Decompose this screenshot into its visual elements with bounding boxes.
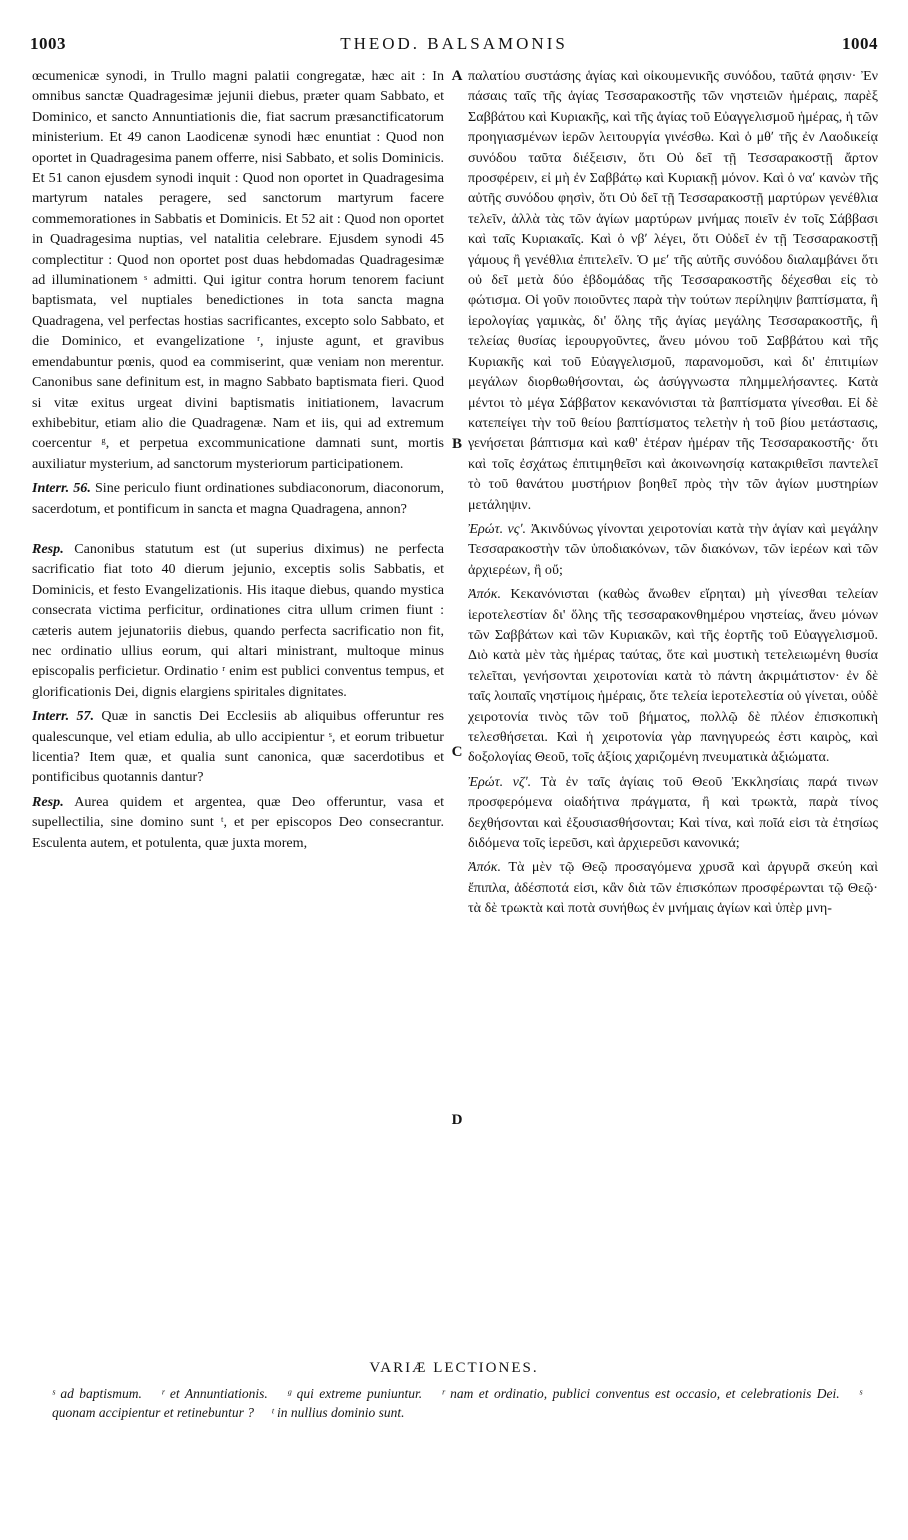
greek-answer-57-text: Τὰ μὲν τῷ Θεῷ προσαγόμενα χρυσᾶ καὶ ἀργυρᾶ σκεύη καὶ ἔπιπλα, ἀδέσποτά εἰσι, κἂν διὰ τῶν ἐπισκόπων προσφέρωνται τῷ Θεῷ· τὰ δὲ τρωκτὰ καὶ ποτὰ συνήθως ἐν μνήμαις ἁγίων καὶ ὑπὲρ μνη- bbox=[468, 859, 878, 917]
variant-note: ʳ nam et ordinatio, publici conventus est occasio, et celebrationis Dei. bbox=[441, 1386, 840, 1401]
latin-answer-57 bbox=[32, 792, 444, 853]
variae-lectiones-title: VARIÆ LECTIONES. bbox=[369, 1360, 539, 1376]
latin-answer-57-text: Aurea quidem et argentea, quæ Deo offeruntur, vasa et supellectilia, sine domino sunt ᵗ, et per episcopos Deo consecrantur. Esculenta autem, et potulenta, quæ juxta morem, bbox=[32, 793, 444, 851]
margin-marker-c: C bbox=[451, 744, 463, 760]
greek-question-57-text: Τὰ ἐν ταῖς ἁγίαις τοῦ Θεοῦ Ἐκκλησίαις παρά τινων προσφερόμενα οἱαδήτινα πράγματα, ἢ καὶ τρωκτὰ, παρὰ τίνος δεχθήσονται καὶ ἐξουσιασθήσονται; Καὶ τίνα, καὶ ποῖά εἰσι τὰ ἐτησίως διδόμενα τοῖς ἱερεῦσι, καὶ ἀρχιερεῦσι κανονικά; bbox=[468, 773, 878, 852]
page-number-left: 1003 bbox=[30, 34, 66, 53]
latin-question-57-label: Interr. 57. bbox=[32, 708, 95, 725]
greek-question-56-label: Ἐρώτ. νςʹ. bbox=[468, 520, 527, 537]
running-title: THEOD. BALSAMONIS bbox=[340, 34, 568, 53]
greek-question-56 bbox=[468, 519, 878, 580]
latin-question-56-text: Sine periculo fiunt ordinationes subdiaconorum, diaconorum, sacerdotum, et pontificum in sancta et magna Quadragena, annon? bbox=[32, 480, 444, 517]
latin-column bbox=[32, 66, 444, 1356]
page-number-right: 1004 bbox=[842, 34, 878, 53]
variant-note: ᵍ qui extreme puniuntur. bbox=[287, 1386, 423, 1401]
margin-marker-d: D bbox=[451, 1112, 463, 1128]
variant-note: ᵗ in nullius dominio sunt. bbox=[271, 1405, 405, 1420]
greek-answer-56-label: Ἀπόκ. bbox=[468, 586, 502, 603]
latin-paragraph-intro: œcumenicæ synodi, in Trullo magni palatii congregatæ, hæc ait : In omnibus sanctæ Quadragesimæ jejunii diebus, præter quam Sabbato, et Dominico, et sancto Annuntiationis die, fiat sacrum præsanctificatorum ministerium. Et 49 canon Laodicenæ synodi hæc enuntiat : Quod non oportet in Quadragesima panem offerre, nisi Sabbato, et solis Dominicis. Et 51 canon ejusdem synodi inquit : Quod non oportet in Quadragesima martyrum natales peragere, sed sanctorum martyrum facere commemorationes in Sabbatis et Dominicis. Et 52 ait : Quod non oportet in Quadragesima nuptias, vel natalitia celebrare. Ejusdem synodi 45 complectitur : Quod non oportet post duas hebdomadas Quadragesimæ ad illuminationem ˢ admitti. Qui igitur contra horum tenorem faciunt baptismata, vel nuptiales benedictiones in tota sancta magna Quadragena, vel perfectas hostias sacrificantes, excepto solo Sabbato, et die Dominico, et evangelizatione ʳ, injuste agunt, et gravibus emendabuntur pœnis, quod ea commiserint, quæ veniam non merentur. Canonibus sane definitum est, in magno Sabbato baptismata fieri. Quod si vitæ exitus urgeat divini baptismatis initiationem, lavacrum exhibebitur, etiam alio die Quadragenæ. Nam et iis, qui ad extremum coercentur ᵍ, et perpetua excommunicatione damnati sunt, mortis auxiliatur mysterium, ad sanctorum mysteriorum participationem. bbox=[32, 68, 444, 472]
latin-answer-56-label: Resp. bbox=[32, 540, 64, 557]
running-header bbox=[30, 34, 878, 60]
latin-question-57-text: Quæ in sanctis Dei Ecclesiis ab aliquibus offeruntur res qualescunque, vel etiam edulia, ab ullo accipientur ˢ, et eorum tribuetur licentia? Item quæ, et qualia sunt canonica, quæ sacerdotibus et pontificibus quotannis dantur? bbox=[32, 708, 444, 786]
latin-answer-56 bbox=[32, 539, 444, 702]
greek-question-56-text: Ἀκινδύνως γίνονται χειροτονίαι κατὰ τὴν ἁγίαν καὶ μεγάλην Τεσσαρακοστὴν τῶν ὑποδιακόνων, τῶν διακόνων, τῶν ἱερέων καὶ τῶν ἀρχιερέων, ἢ οὔ; bbox=[468, 520, 878, 578]
greek-answer-57 bbox=[468, 857, 878, 918]
margin-marker-a: A bbox=[451, 68, 463, 84]
greek-question-57 bbox=[468, 772, 878, 854]
latin-question-57 bbox=[32, 706, 444, 788]
latin-question-56-label: Interr. 56. bbox=[32, 480, 91, 497]
greek-answer-57-label: Ἀπόκ. bbox=[468, 859, 502, 876]
greek-column bbox=[468, 66, 878, 1356]
greek-answer-56-text: Κεκανόνισται (καθὼς ἄνωθεν εἴρηται) μὴ γίνεσθαι τελείαν ἱεροτελεστίαν δι' ὅλης τῆς τεσσαρακονθημέρου νηστείας, ἄνευ μόνων τῶν Σαββάτων καὶ τῶν Κυριακῶν, καὶ τῆς ἑορτῆς τοῦ Εὐαγγελισμοῦ. Διὸ κατὰ μὲν τὰς ἡμέρας ταύτας, ὅτε καὶ μυστικὴ τετελειωμένη θυσία τελεῖται, γενήσονται χειροτονίαι κατὰ τὸ πάντη ἀκριμάτιστον· ἐν δὲ ταῖς λοιπαῖς νηστίμοις ἡμέραις, ὅτε τελεία ἱεροτελεστία οὐ γίνεται, οὐδὲ χειροτονία τινὸς τῶν τοῦ βήματος, πολλῷ δὲ πλέον ἐπισκοπικὴ τελεσθήσεται. Καὶ ἡ χειροτονία γὰρ πανηγυρεώς ἐστι καιρὸς, καὶ δοξολογίας Θεοῦ, τοῖς ἀξίοις χαριζομένη πνευματικὰ ἀξιώματα. bbox=[468, 586, 878, 766]
variant-note: ʳ et Annuntiationis. bbox=[161, 1386, 268, 1401]
variant-note: ˢ quonam accipientur et retinebuntur ? bbox=[52, 1386, 863, 1420]
latin-answer-57-label: Resp. bbox=[32, 793, 64, 810]
margin-marker-b: B bbox=[451, 436, 462, 452]
greek-paragraph-intro: παλατίου συστάσης ἁγίας καὶ οἰκουμενικῆς συνόδου, ταῦτά φησιν· Ἐν πάσαις ταῖς τῆς ἁγίας Τεσσαρακοστῆς τῶν νηστειῶν ἡμέραις, παρὲξ Σαββάτου καὶ Κυριακῆς, καὶ τῆς ἁγίας τοῦ Εὐαγγελισμοῦ ἡμέρας, ἡ τῶν προηγιασμένων ἱερῶν λειτουργία γινέσθω. Καὶ ὁ μθʹ τῆς ἐν Λαοδικείᾳ συνόδου ταῦτα διέξεισιν, ὅτι Οὐ δεῖ τῇ Τεσσαρακοστῇ ἄρτον προσφέρειν, εἰ μὴ ἐν Σαββάτῳ καὶ Κυριακῇ μόνον. Καὶ ὁ ναʹ κανὼν τῆς αὐτῆς συνόδου φησὶν, ὅτι Οὐ δεῖ τῇ Τεσσαρακοστῇ μαρτύρων γενέθλια τελεῖν, ἀλλὰ τὰς τῶν ἁγίων μαρτύρων μνήμας ποιεῖν ἐν τοῖς Σάββασι καὶ ταῖς Κυριακαῖς. Καὶ ὁ νβʹ λέγει, ὅτι Οὐδεῖ ἐν τῇ Τεσσαρακοστῇ γάμους ἢ γενέθλια ἐπιτελεῖν. Ὁ μεʹ τῆς αὐτῆς συνόδου διαλαμβάνει ὅτι οὐ δεῖ μετὰ δύο ἑβδομάδας τῆς Τεσσαρακοστῆς δέχεσθαι εἰς τὸ φώτισμα. Οἱ γοῦν ποιοῦντες παρὰ τὴν τούτων περίληψιν βαπτίσματα, ἢ ἱερολογίας γαμικὰς, δι' ὅλης τῆς ἁγίας μεγάλης Τεσσαρακοστῆς, ἢ τελείας θυσίας ἱερουργοῦντες, ἄνευ μόνου τοῦ Σαββάτου καὶ τῆς Κυριακῆς καὶ τοῦ Εὐαγγελισμοῦ, παρανομοῦσι, καὶ δι' ἐπιτιμίων μεγάλων διορθωθήσονται, ὡς ἀσύγγνωστα πλημμελήσαντες. Κατὰ μέντοι τὸ μέγα Σάββατον κεκανόνισται τὰ βαπτίσματα γίνεσθαι. Εἰ δὲ κατεπείγει τὴν τοῦ θείου βαπτίσματος τελετὴν ἡ τοῦ βίου μετάστασις, γενήσεται βάπτισμα καὶ καθ' ἑτέραν ἡμέραν τῆς Τεσσαρακοστῆς· ὅτι καὶ τοῖς ἐσχάτως ἐπιτιμηθεῖσι καὶ ἀκοινωνησίᾳ κατακριθεῖσι παντελεῖ τὸ τοῦ θανάτου μυστήριον βοηθεῖ πρὸς τὴν τῶν ἁγίων μυστηρίων μετάληψιν. bbox=[468, 68, 878, 513]
variant-note: ˢ ad baptismum. bbox=[52, 1386, 142, 1401]
greek-answer-56 bbox=[468, 584, 878, 768]
latin-answer-56-text: Canonibus statutum est (ut superius diximus) ne perfecta sacrificatio fiat toto 40 dierum jejunio, exceptis solis Sabbatis, et Dominicis, et festo Evangelizationis. His itaque diebus, quando mystica consecrata victima perficitur, ordinationes citra ullum crimen fiunt : cæteris autem jejunatoriis diebus, quando perfecta sacrificatio non fit, nec ordinatio ullius eorum, qui altari ministrant, multoque minus episcopalis perficietur. Ordinatio ʳ enim est publici conventus tempus, et glorificationis Dei, dignis elargiens spiritales dignitates. bbox=[32, 540, 444, 700]
variae-lectiones-notes bbox=[52, 1384, 862, 1422]
greek-question-57-label: Ἐρώτ. νζʹ. bbox=[468, 773, 532, 790]
latin-question-56 bbox=[32, 478, 444, 519]
